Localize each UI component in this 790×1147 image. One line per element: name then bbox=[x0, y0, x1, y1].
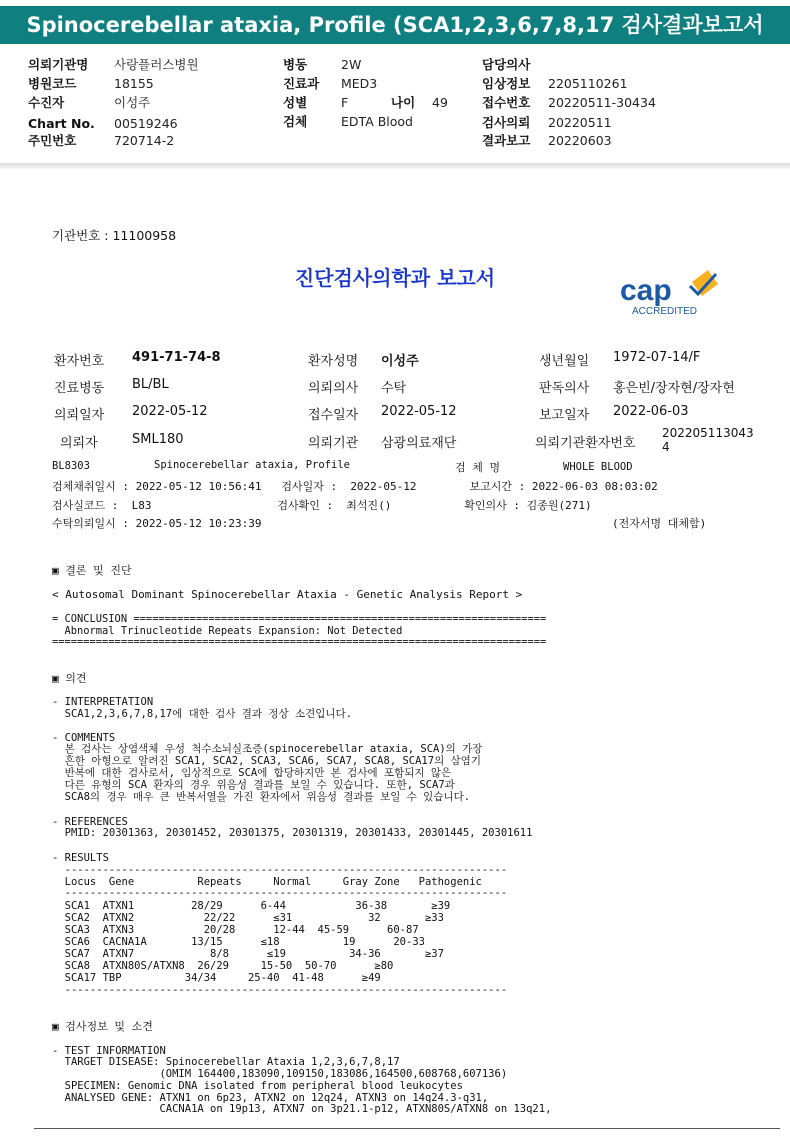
header-value: 2W bbox=[341, 57, 362, 72]
results-rule: ---------------------------------------------------------------------- bbox=[52, 984, 508, 996]
info-value: 202205113043 bbox=[662, 426, 754, 440]
test-code: BL8303 bbox=[52, 460, 90, 472]
comment-line: 다른 유형의 SCA 환자의 경우 위음성 결과를 보일 수 있습니다. 또한, SCA7과 bbox=[52, 779, 455, 791]
info-value: 491-71-74-8 bbox=[132, 350, 221, 365]
header-value: 20220511 bbox=[548, 115, 612, 130]
results-row: SCA6 CACNA1A 13/15 ≤18 19 20-33 bbox=[52, 936, 425, 948]
results-row: SCA7 ATXN7 8/8 ≤19 34-36 ≥37 bbox=[52, 948, 444, 960]
test-name: Spinocerebellar ataxia, Profile bbox=[154, 459, 350, 471]
results-row: SCA1 ATXN1 28/29 6-44 36-38 ≥39 bbox=[52, 900, 451, 912]
info-value: 2022-05-12 bbox=[381, 404, 457, 419]
header-label: 결과보고 bbox=[482, 133, 531, 148]
info-value: 삼광의료재단 bbox=[381, 436, 457, 451]
header-value: 720714-2 bbox=[114, 133, 175, 148]
info-value: BL/BL bbox=[132, 377, 169, 392]
interp-text: SCA1,2,3,6,7,8,17에 대한 검사 결과 정상 소견입니다. bbox=[52, 708, 353, 720]
header-label: 접수번호 bbox=[482, 95, 531, 110]
info-label: 판독의사 bbox=[539, 381, 590, 396]
section-opinion: ▣ 의견 bbox=[52, 672, 87, 685]
info-label: 접수일자 bbox=[308, 408, 359, 423]
esign-note: (전자서명 대체함) bbox=[612, 517, 707, 530]
header-value: MED3 bbox=[341, 76, 378, 91]
header-label: 주민번호 bbox=[28, 133, 77, 148]
section-conclusion: ▣ 결론 및 진단 bbox=[52, 564, 132, 577]
specimen-label: 검 체 명 bbox=[455, 461, 501, 474]
results-row: SCA17 TBP 34/34 25-40 41-48 ≥49 bbox=[52, 972, 381, 984]
info-value: 1972-07-14/F bbox=[613, 350, 701, 365]
info-label: 의뢰일자 bbox=[54, 408, 105, 423]
room-line: 검사실코드 : L83 검사확인 : 최석진() 확인의사 : 김종원(271) bbox=[52, 499, 592, 512]
header-separator bbox=[0, 163, 790, 169]
header-label: 진료과 bbox=[283, 76, 320, 91]
info-label: 환자번호 bbox=[54, 354, 105, 369]
header-value: 20220603 bbox=[548, 133, 612, 148]
section-test-info: ▣ 검사정보 및 소견 bbox=[52, 1020, 153, 1033]
comment-line: SCA8의 경우 매우 큰 반복서열을 가진 환자에서 위음성 결과를 보일 수 있습니다. bbox=[52, 791, 471, 803]
header-label: 병원코드 bbox=[28, 76, 77, 91]
info-label: 진료병동 bbox=[54, 381, 105, 396]
header-label: 임상정보 bbox=[482, 76, 531, 91]
test-info-line: - TEST INFORMATION bbox=[52, 1045, 166, 1057]
results-header: Locus Gene Repeats Normal Gray Zone Pathogenic bbox=[52, 876, 482, 888]
results-row: SCA2 ATXN2 22/22 ≤31 32 ≥33 bbox=[52, 912, 444, 924]
info-value: 2022-05-12 bbox=[132, 404, 208, 419]
test-info-line: TARGET DISEASE: Spinocerebellar Ataxia 1,2,3,6,7,8,17 bbox=[52, 1056, 400, 1068]
results-rule: ---------------------------------------------------------------------- bbox=[52, 864, 508, 876]
cap-accredited-logo bbox=[618, 264, 730, 322]
info-label: 의뢰기관 bbox=[308, 436, 359, 451]
interp-heading: - INTERPRETATION bbox=[52, 696, 154, 708]
info-label: 생년월일 bbox=[539, 354, 590, 369]
cap-logo-sub: ACCREDITED bbox=[632, 306, 698, 317]
report-title: Spinocerebellar ataxia, Profile (SCA1,2,3,6,7,8,17 검사결과보고서 bbox=[26, 13, 764, 37]
age-value: 49 bbox=[432, 95, 448, 110]
header-label: 검체 bbox=[283, 114, 308, 129]
info-value: 홍은빈/장자현/장자현 bbox=[613, 381, 735, 396]
info-value: SML180 bbox=[132, 432, 184, 447]
results-row: SCA8 ATXN80S/ATXN8 26/29 15-50 50-70 ≥80 bbox=[52, 960, 394, 972]
header-value: F bbox=[341, 95, 349, 110]
report-title-bar bbox=[0, 6, 790, 44]
results-rule: ---------------------------------------------------------------------- bbox=[52, 887, 508, 899]
header-value: 2205110261 bbox=[548, 76, 628, 91]
header-value: 18155 bbox=[114, 76, 154, 91]
header-value: 이성주 bbox=[114, 95, 151, 110]
info-value-wrap: 4 bbox=[662, 440, 670, 454]
info-label: 의뢰의사 bbox=[308, 381, 359, 396]
header-label: 성별 bbox=[283, 95, 308, 110]
info-value: 수탁 bbox=[381, 381, 407, 396]
header-value: 00519246 bbox=[114, 116, 178, 131]
cap-logo-text: cap bbox=[620, 274, 672, 307]
conclusion-line: = CONCLUSION ================================================================== bbox=[52, 613, 547, 625]
results-row: SCA3 ATXN3 20/28 12-44 45-59 60-87 bbox=[52, 924, 419, 936]
header-label: 수진자 bbox=[28, 95, 65, 110]
header-label: 의뢰기관명 bbox=[28, 57, 89, 72]
collect-line: 검체채취일시 : 2022-05-12 10:56:41 검사일자 : 2022-05-12 보고시간 : 2022-06-03 08:03:02 bbox=[52, 480, 658, 493]
page-bottom-rule bbox=[34, 1128, 780, 1129]
refs-heading: - REFERENCES bbox=[52, 816, 128, 828]
comment-line: 반복에 대한 검사로서, 임상적으로 SCA에 합당하지만 본 검사에 포함되지 않은 bbox=[52, 767, 452, 779]
age-label: 나이 bbox=[391, 95, 416, 110]
test-info-line: CACNA1A on 19p13, ATXN7 on 3p21.1-p12, ATXN80S/ATXN8 on 13q21, bbox=[52, 1103, 552, 1115]
specimen-value: WHOLE BLOOD bbox=[563, 461, 633, 473]
header-value: EDTA Blood bbox=[341, 114, 413, 129]
results-heading: - RESULTS bbox=[52, 852, 109, 864]
info-value: 이성주 bbox=[381, 354, 419, 369]
ad-title: < Autosomal Dominant Spinocerebellar Ataxia - Genetic Analysis Report > bbox=[52, 588, 523, 601]
header-label: 담당의사 bbox=[482, 57, 531, 72]
header-label: 검사의뢰 bbox=[482, 115, 531, 130]
info-label: 의뢰자 bbox=[60, 436, 98, 451]
info-value: 2022-06-03 bbox=[613, 404, 689, 419]
header-value: 사랑플러스병원 bbox=[114, 57, 199, 72]
info-label: 의뢰기관환자번호 bbox=[535, 436, 636, 451]
refs-text: PMID: 20301363, 20301452, 20301375, 20301319, 20301433, 20301445, 20301611 bbox=[52, 827, 533, 839]
info-label: 환자성명 bbox=[308, 354, 359, 369]
report-heading: 진단검사의학과 보고서 bbox=[294, 266, 496, 290]
conclusion-text: Abnormal Trinucleotide Repeats Expansion: Not Detected bbox=[52, 625, 403, 637]
test-info-line: (OMIM 164400,183090,109150,183086,164500,608768,607136) bbox=[52, 1068, 508, 1080]
conclusion-end: =============================================================================== bbox=[52, 636, 547, 648]
org-number: 기관번호 : 11100958 bbox=[52, 228, 177, 243]
comments-heading: - COMMENTS bbox=[52, 732, 116, 744]
header-label: 병동 bbox=[283, 57, 308, 72]
comment-line: 흔한 아형으로 알려진 SCA1, SCA2, SCA3, SCA6, SCA7, SCA8, SCA17의 삼염기 bbox=[52, 755, 481, 767]
header-label: Chart No. bbox=[28, 116, 95, 131]
test-info-line: ANALYSED GENE: ATXN1 on 6p23, ATXN2 on 12q24, ATXN3 on 14q24.3-q31, bbox=[52, 1092, 489, 1104]
header-value: 20220511-30434 bbox=[548, 95, 656, 110]
request-line: 수탁의뢰일시 : 2022-05-12 10:23:39 bbox=[52, 517, 262, 530]
info-label: 보고일자 bbox=[539, 408, 590, 423]
comment-line: 본 검사는 상염색체 우성 척수소뇌실조증(spinocerebellar ataxia, SCA)의 가장 bbox=[52, 743, 483, 755]
test-info-line: SPECIMEN: Genomic DNA isolated from peripheral blood leukocytes bbox=[52, 1080, 463, 1092]
